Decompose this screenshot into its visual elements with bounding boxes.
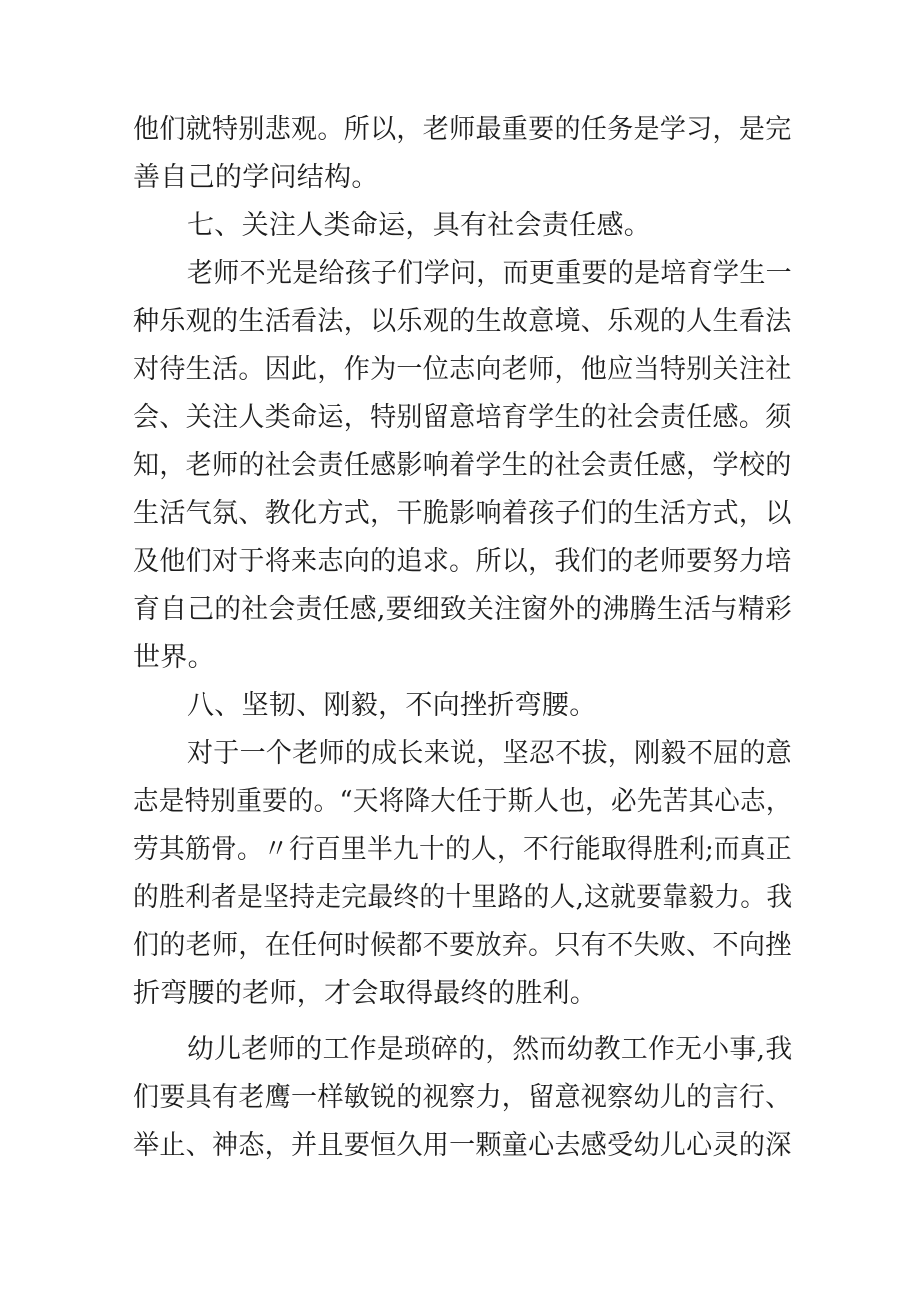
text-line: 对待生活。因此，作为一位志向老师，他应当特别关注社 [133,354,792,385]
text-line: 幼儿老师的工作是琐碎的，然而幼教工作无小事,我 [187,1034,793,1065]
text-line: 们的老师，在任何时候都不要放弃。只有不失败、不向挫 [133,930,792,961]
text-line: 种乐观的生活看法，以乐观的生故意境、乐观的人生看法 [133,306,792,337]
text-line: 知，老师的社会责任感影响着学生的社会责任感，学校的 [133,450,792,481]
text-line: 志是特别重要的。“天将降大任于斯人也，必先苦其心志， [133,786,792,817]
text-line: 会、关注人类命运，特别留意培育学生的社会责任感。须 [133,402,792,433]
text-line: 们要具有老鹰一样敏锐的视察力，留意视察幼儿的言行、 [133,1082,792,1113]
text-line: 劳其筋骨。〃行百里半九十的人，不行能取得胜利;而真正 [133,834,792,865]
text-line: 他们就特别悲观。所以，老师最重要的任务是学习，是完 [133,114,792,145]
section-heading: 七、关注人类命运，具有社会责任感。 [187,210,652,241]
text-line: 的胜利者是坚持走完最终的十里路的人,这就要靠毅力。我 [133,882,793,913]
text-line: 生活气氛、教化方式，干脆影响着孩子们的生活方式，以 [133,498,792,529]
text-line: 及他们对于将来志向的追求。所以，我们的老师要努力培 [133,546,792,577]
text-line: 对于一个老师的成长来说，坚忍不拔，刚毅不屈的意 [187,738,792,769]
text-line: 善自己的学问结构。 [133,162,379,193]
text-line: 育自己的社会责任感,要细致关注窗外的沸腾生活与精彩 [133,594,793,625]
text-line: 老师不光是给孩子们学问，而更重要的是培育学生一 [187,258,792,289]
text-line: 折弯腰的老师，才会取得最终的胜利。 [133,978,598,1009]
text-line: 举止、神态，并且要恒久用一颗童心去感受幼儿心灵的深 [133,1130,792,1161]
section-heading: 八、坚韧、刚毅，不向挫折弯腰。 [187,690,597,721]
text-line: 世界。 [133,642,215,673]
